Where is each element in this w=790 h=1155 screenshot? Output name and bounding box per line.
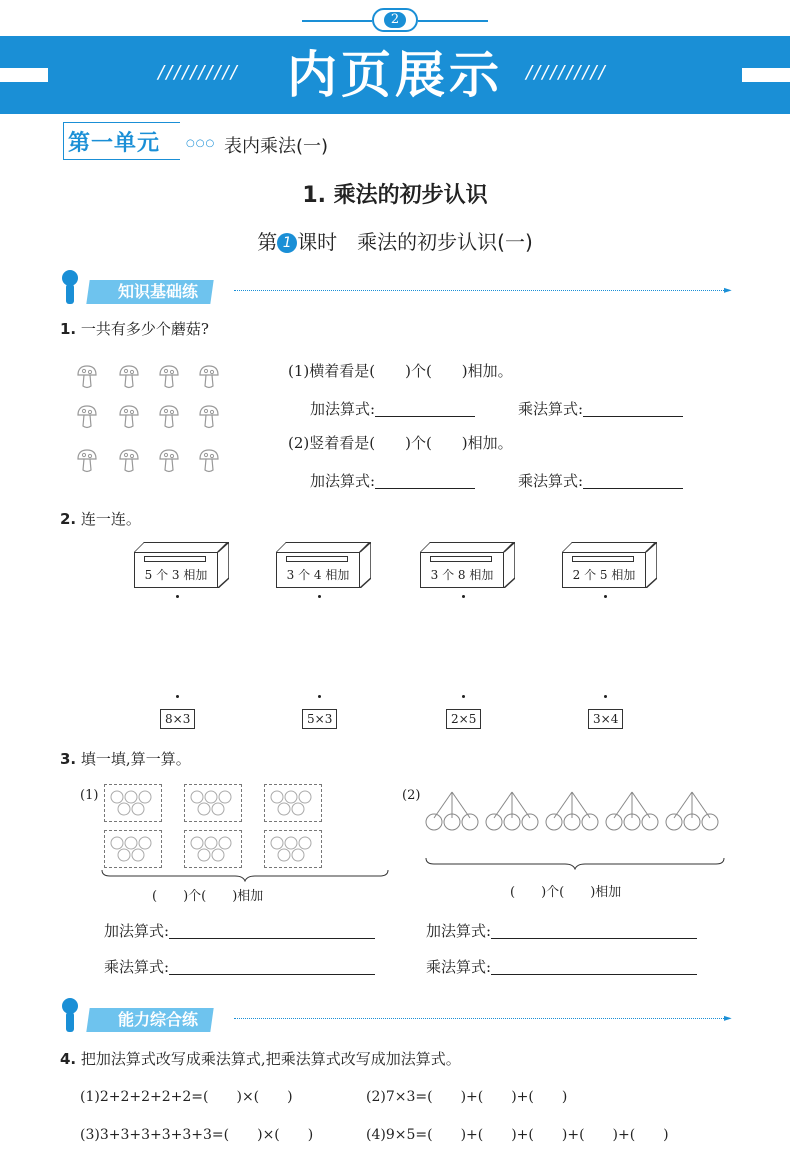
section-advanced-divider (234, 1018, 724, 1019)
mushroom-icon (76, 364, 98, 390)
q3-2-add-label: 加法算式: (426, 922, 492, 940)
connect-dot-bottom-2[interactable] (318, 695, 321, 698)
box-top (276, 542, 370, 552)
connect-dot-top-4[interactable] (604, 595, 607, 598)
q4-item-3: (3)3+3+3+3+3+3=( )×( ) (80, 1127, 314, 1143)
section-advanced (62, 998, 742, 1034)
mushroom-icon (76, 404, 98, 430)
q3-2-add (426, 920, 697, 941)
q2-num: 2. (60, 510, 77, 528)
q3-part-1: (1) (80, 788, 99, 803)
box-slot (572, 556, 634, 562)
section-advanced-label: 能力综合练 (118, 1010, 199, 1029)
box-slot (430, 556, 492, 562)
q4-num: 4. (60, 1050, 77, 1068)
card-2: 5×3 (302, 709, 337, 729)
q3-stem (60, 748, 191, 769)
page-number: 2 (384, 12, 406, 28)
box-side (646, 542, 657, 588)
q1-b-mul-label: 乘法算式: (518, 472, 584, 490)
flower-frame (104, 784, 162, 822)
q1-a-mul-blank[interactable] (583, 416, 683, 417)
box-label: 3 个 4 相加 (286, 568, 350, 582)
mushroom-icon (198, 364, 220, 390)
flower-frame (104, 830, 162, 868)
connect-dot-top-3[interactable] (462, 595, 465, 598)
q4-item-2: (2)7×3=( )+( )+( ) (366, 1089, 568, 1105)
q1-stem (60, 318, 209, 339)
q3-2-mul-label: 乘法算式: (426, 958, 492, 976)
q2-stem (60, 508, 141, 529)
banner-stripes-left: ////////// (158, 62, 239, 83)
q4-item-1: (1)2+2+2+2+2=( )×( ) (80, 1089, 293, 1105)
q1-b-mul-blank[interactable] (583, 488, 683, 489)
q1-part-b: (2)竖着看是( )个( )相加。 (288, 434, 513, 452)
page-marker-line-right (418, 20, 488, 22)
flower-frame (264, 830, 322, 868)
banner (0, 36, 790, 114)
q3-1-mul (104, 956, 375, 977)
q1-b-add (310, 470, 475, 491)
lesson-prefix: 第 (257, 230, 278, 254)
brace-1 (100, 868, 390, 882)
q1-num: 1. (60, 320, 77, 338)
card-3: 2×5 (446, 709, 481, 729)
card-4: 3×4 (588, 709, 623, 729)
connect-dot-bottom-1[interactable] (176, 695, 179, 698)
mushroom-icon (158, 448, 180, 474)
q3-num: 3. (60, 750, 77, 768)
card-1: 8×3 (160, 709, 195, 729)
unit-dots: ○○○ (186, 138, 216, 149)
q1-a-add (310, 398, 475, 419)
chapter-title: 1. 乘法的初步认识 (302, 183, 488, 208)
lesson-title (0, 226, 790, 255)
flower-frame (184, 784, 242, 822)
q4-item-4: (4)9×5=( )+( )+( )+( )+( ) (366, 1127, 669, 1143)
section-basic-tag (86, 280, 213, 304)
page-number-badge (372, 8, 418, 32)
mushroom-icon (158, 364, 180, 390)
box-top (134, 542, 228, 552)
banner-title: 内页展示 (287, 46, 503, 104)
brace-2 (424, 856, 726, 870)
q1-b-mul (518, 470, 683, 491)
arrow-right-icon: ► (724, 1013, 732, 1024)
q1-a-mul (518, 398, 683, 419)
figure-body (66, 284, 74, 304)
q3-1-add-label: 加法算式: (104, 922, 170, 940)
box-label: 3 个 8 相加 (430, 568, 494, 582)
connect-dot-bottom-4[interactable] (604, 695, 607, 698)
q1-a-mul-label: 乘法算式: (518, 400, 584, 418)
cherry-icon (544, 790, 600, 832)
box-slot (144, 556, 206, 562)
mushroom-icon (76, 448, 98, 474)
q1-b-add-blank[interactable] (375, 488, 475, 489)
q3-2-mul-blank[interactable] (491, 974, 697, 975)
box-label: 2 个 5 相加 (572, 568, 636, 582)
connect-dot-top-1[interactable] (176, 595, 179, 598)
flower-frame (264, 784, 322, 822)
q3-part-2: (2) (402, 788, 421, 803)
connect-dot-top-2[interactable] (318, 595, 321, 598)
box-3 (420, 542, 518, 590)
mushroom-icon (198, 448, 220, 474)
cherry-icon (664, 790, 720, 832)
q3-2-mul (426, 956, 697, 977)
figure-body (66, 1012, 74, 1032)
box-top (562, 542, 656, 552)
box-1 (134, 542, 232, 590)
mushroom-icon (118, 404, 140, 430)
section-basic-divider (234, 290, 724, 291)
mushroom-icon (158, 404, 180, 430)
q3-text: 填一填,算一算。 (80, 750, 191, 768)
banner-stripes-right: ////////// (526, 62, 607, 83)
q1-a-add-blank[interactable] (375, 416, 475, 417)
q3-1-add (104, 920, 375, 941)
mushroom-icon (118, 448, 140, 474)
section-advanced-tag (86, 1008, 213, 1032)
box-side (504, 542, 515, 588)
lesson-suffix: 课时 乘法的初步认识(一) (297, 230, 533, 254)
q3-1-mul-label: 乘法算式: (104, 958, 170, 976)
q3-2-add-blank[interactable] (491, 938, 697, 939)
section-basic-label: 知识基础练 (118, 282, 199, 301)
cherry-icon (484, 790, 540, 832)
q3-1-mul-blank[interactable] (169, 974, 375, 975)
box-slot (286, 556, 348, 562)
mushroom-icon (198, 404, 220, 430)
cherry-icon (604, 790, 660, 832)
section-basic (62, 270, 742, 306)
arrow-right-icon: ► (724, 285, 732, 296)
cherry-icon (424, 790, 480, 832)
q2-text: 连一连。 (80, 510, 141, 528)
lesson-number: 1 (277, 233, 297, 253)
q1-text: 一共有多少个蘑菇? (80, 320, 209, 338)
box-label: 5 个 3 相加 (144, 568, 208, 582)
unit-label: 第一单元 (68, 130, 161, 156)
box-top (420, 542, 514, 552)
q1-a-add-label: 加法算式: (310, 400, 376, 418)
q3-1-blank-text: ( )个( )相加 (152, 889, 264, 904)
flower-frame (184, 830, 242, 868)
mushroom-icon (118, 364, 140, 390)
q1-b-add-label: 加法算式: (310, 472, 376, 490)
page-marker-line-left (302, 20, 372, 22)
unit-subject: 表内乘法(一) (224, 136, 329, 157)
box-side (218, 542, 229, 588)
box-2 (276, 542, 374, 590)
q3-1-add-blank[interactable] (169, 938, 375, 939)
q1-part-a: (1)横着看是( )个( )相加。 (288, 362, 513, 380)
box-4 (562, 542, 660, 590)
q4-stem (60, 1048, 461, 1069)
box-side (360, 542, 371, 588)
connect-dot-bottom-3[interactable] (462, 695, 465, 698)
q4-text: 把加法算式改写成乘法算式,把乘法算式改写成加法算式。 (80, 1050, 461, 1068)
q3-2-blank-text: ( )个( )相加 (510, 885, 622, 900)
